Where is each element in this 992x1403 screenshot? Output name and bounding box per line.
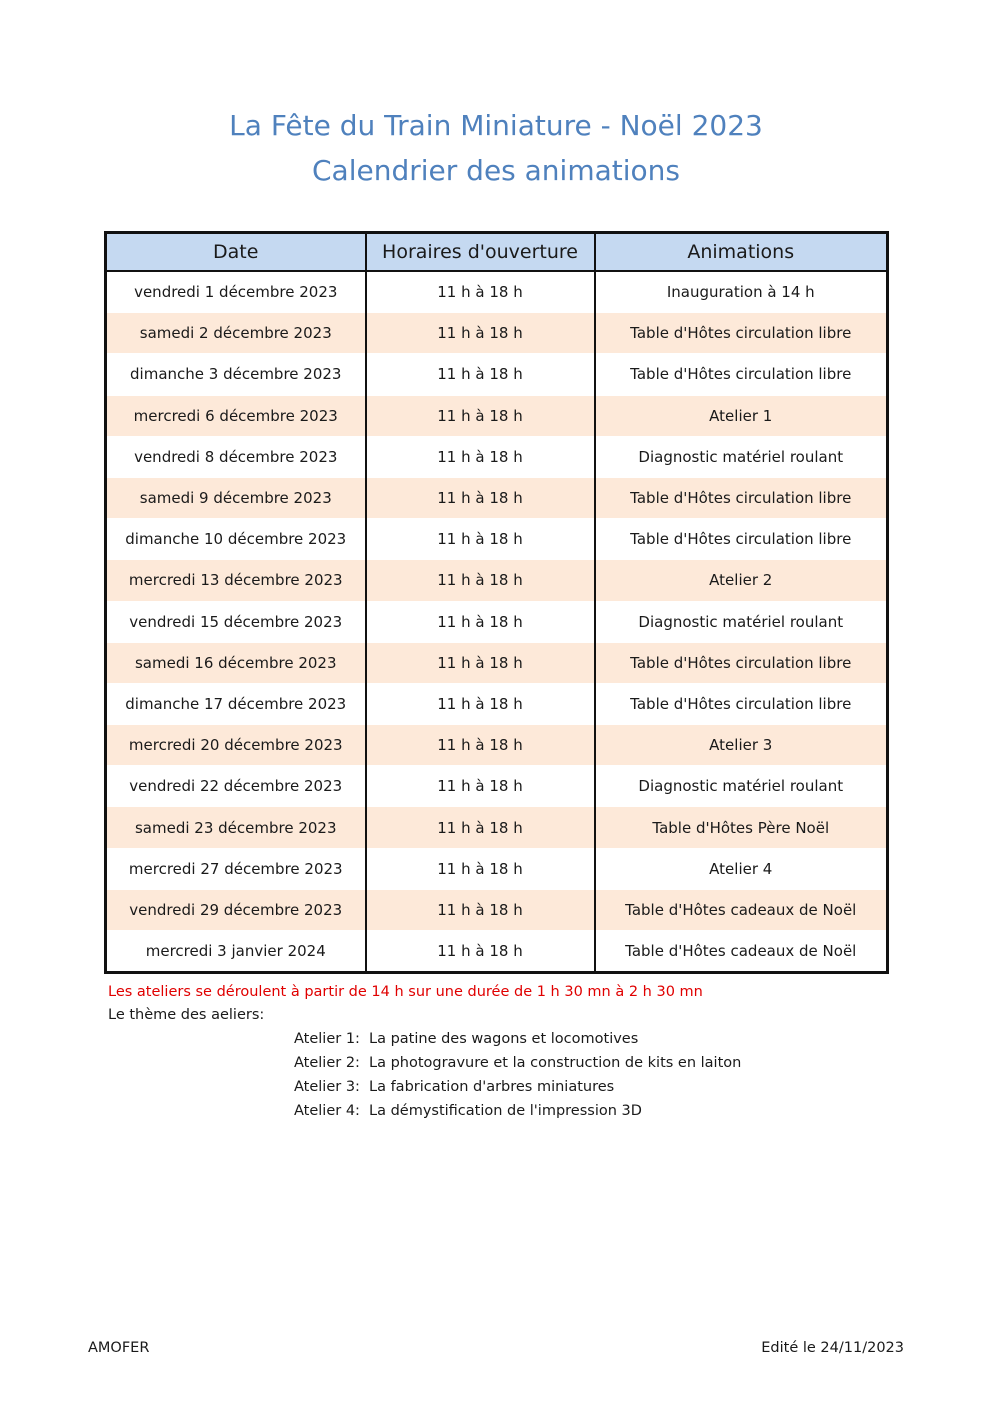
footer-edit-date: Edité le 24/11/2023 — [761, 1340, 904, 1356]
header-hours: Horaires d'ouverture — [366, 233, 595, 272]
cell-hours: 11 h à 18 h — [366, 395, 595, 436]
atelier-label: Atelier 4: — [294, 1103, 360, 1119]
cell-animation: Table d'Hôtes cadeaux de Noël — [595, 931, 888, 973]
cell-date: samedi 16 décembre 2023 — [106, 642, 366, 683]
cell-hours: 11 h à 18 h — [366, 519, 595, 560]
page-subtitle: Calendrier des animations — [312, 154, 680, 187]
table-row — [106, 436, 888, 477]
atelier-theme: La fabrication d'arbres miniatures — [369, 1079, 615, 1095]
cell-animation: Table d'Hôtes circulation libre — [595, 354, 888, 395]
cell-animation: Table d'Hôtes circulation libre — [595, 313, 888, 354]
cell-animation: Diagnostic matériel roulant — [595, 601, 888, 642]
table-row — [106, 725, 888, 766]
table-row — [106, 271, 888, 313]
cell-date: mercredi 6 décembre 2023 — [106, 395, 366, 436]
atelier-label: Atelier 2: — [294, 1055, 360, 1071]
atelier-theme: La photogravure et la construction de kits en laiton — [369, 1055, 742, 1071]
cell-hours: 11 h à 18 h — [366, 354, 595, 395]
table-row — [106, 683, 888, 724]
cell-date: vendredi 15 décembre 2023 — [106, 601, 366, 642]
cell-animation: Atelier 2 — [595, 560, 888, 601]
header-animations: Animations — [595, 233, 888, 272]
cell-date: mercredi 27 décembre 2023 — [106, 848, 366, 889]
list-item — [294, 1099, 741, 1123]
cell-animation: Atelier 1 — [595, 395, 888, 436]
cell-date: vendredi 29 décembre 2023 — [106, 889, 366, 930]
ateliers-list — [294, 1027, 741, 1123]
cell-animation: Diagnostic matériel roulant — [595, 436, 888, 477]
table-row — [106, 395, 888, 436]
header-date: Date — [106, 233, 366, 272]
cell-hours: 11 h à 18 h — [366, 889, 595, 930]
cell-date: mercredi 13 décembre 2023 — [106, 560, 366, 601]
cell-hours: 11 h à 18 h — [366, 271, 595, 313]
list-item — [294, 1075, 741, 1099]
cell-animation: Diagnostic matériel roulant — [595, 766, 888, 807]
cell-date: dimanche 17 décembre 2023 — [106, 683, 366, 724]
cell-hours: 11 h à 18 h — [366, 436, 595, 477]
cell-date: vendredi 1 décembre 2023 — [106, 271, 366, 313]
table-row — [106, 807, 888, 848]
cell-animation: Inauguration à 14 h — [595, 271, 888, 313]
table-row — [106, 519, 888, 560]
cell-hours: 11 h à 18 h — [366, 560, 595, 601]
cell-date: mercredi 3 janvier 2024 — [106, 931, 366, 973]
cell-date: dimanche 3 décembre 2023 — [106, 354, 366, 395]
cell-animation: Atelier 4 — [595, 848, 888, 889]
cell-animation: Atelier 3 — [595, 725, 888, 766]
cell-hours: 11 h à 18 h — [366, 683, 595, 724]
cell-animation: Table d'Hôtes Père Noël — [595, 807, 888, 848]
cell-hours: 11 h à 18 h — [366, 931, 595, 973]
table-row — [106, 354, 888, 395]
table-row — [106, 601, 888, 642]
table-row — [106, 313, 888, 354]
ateliers-theme-intro: Le thème des aeliers: — [108, 1007, 265, 1023]
cell-animation: Table d'Hôtes circulation libre — [595, 519, 888, 560]
cell-date: dimanche 10 décembre 2023 — [106, 519, 366, 560]
cell-hours: 11 h à 18 h — [366, 848, 595, 889]
table-row — [106, 931, 888, 973]
table-row — [106, 477, 888, 518]
table-row — [106, 848, 888, 889]
calendar-table — [104, 231, 889, 974]
cell-date: mercredi 20 décembre 2023 — [106, 725, 366, 766]
table-row — [106, 560, 888, 601]
page-title: La Fête du Train Miniature - Noël 2023 — [229, 109, 763, 142]
cell-date: samedi 9 décembre 2023 — [106, 477, 366, 518]
table-row — [106, 766, 888, 807]
atelier-label: Atelier 3: — [294, 1079, 360, 1095]
cell-date: samedi 23 décembre 2023 — [106, 807, 366, 848]
table-row — [106, 889, 888, 930]
table-row — [106, 642, 888, 683]
table-body — [106, 271, 888, 973]
cell-animation: Table d'Hôtes circulation libre — [595, 683, 888, 724]
cell-hours: 11 h à 18 h — [366, 766, 595, 807]
ateliers-schedule-note: Les ateliers se déroulent à partir de 14 h sur une durée de 1 h 30 mn à 2 h 30 mn — [108, 984, 703, 1000]
cell-date: vendredi 8 décembre 2023 — [106, 436, 366, 477]
list-item — [294, 1027, 741, 1051]
cell-hours: 11 h à 18 h — [366, 313, 595, 354]
list-item — [294, 1051, 741, 1075]
table-header-row — [106, 233, 888, 272]
cell-hours: 11 h à 18 h — [366, 807, 595, 848]
cell-animation: Table d'Hôtes circulation libre — [595, 477, 888, 518]
cell-animation: Table d'Hôtes circulation libre — [595, 642, 888, 683]
footer-organization: AMOFER — [88, 1340, 150, 1356]
cell-hours: 11 h à 18 h — [366, 477, 595, 518]
cell-animation: Table d'Hôtes cadeaux de Noël — [595, 889, 888, 930]
cell-hours: 11 h à 18 h — [366, 601, 595, 642]
cell-date: vendredi 22 décembre 2023 — [106, 766, 366, 807]
atelier-theme: La démystification de l'impression 3D — [369, 1103, 642, 1119]
cell-hours: 11 h à 18 h — [366, 642, 595, 683]
atelier-theme: La patine des wagons et locomotives — [369, 1031, 639, 1047]
cell-date: samedi 2 décembre 2023 — [106, 313, 366, 354]
cell-hours: 11 h à 18 h — [366, 725, 595, 766]
atelier-label: Atelier 1: — [294, 1031, 360, 1047]
